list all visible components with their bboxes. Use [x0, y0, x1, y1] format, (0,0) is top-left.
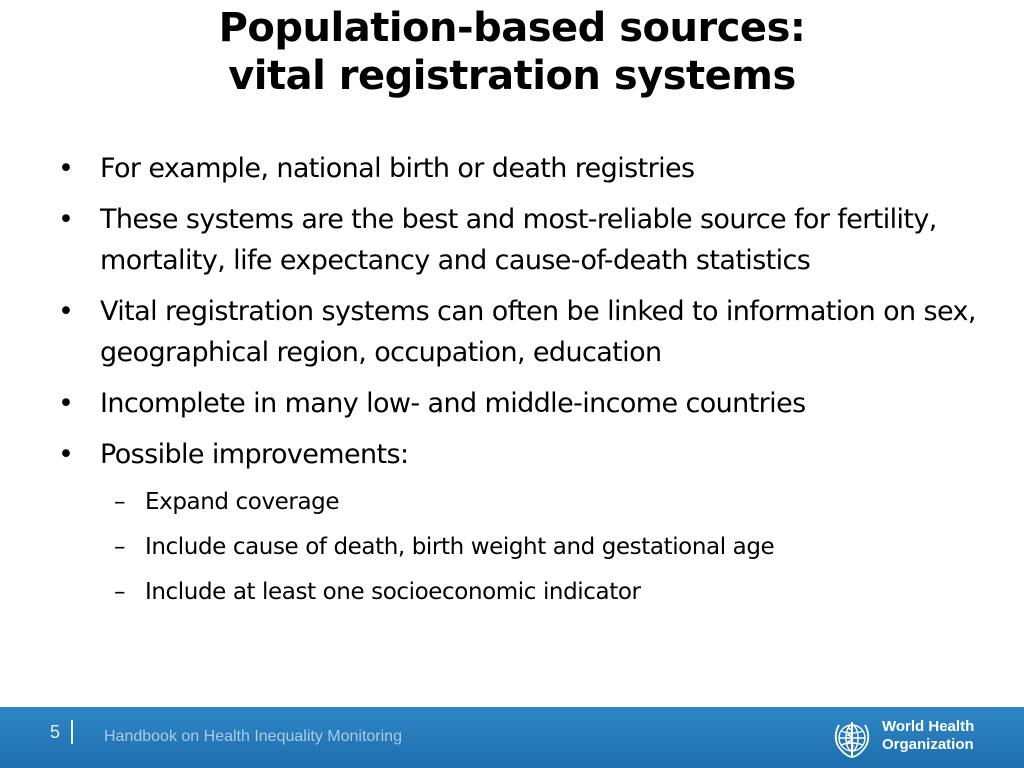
- page-separator: [71, 720, 73, 744]
- bullet-text: Possible improvements:: [100, 439, 409, 470]
- sub-bullet-item: [58, 530, 998, 564]
- bullet-list: [58, 148, 998, 620]
- who-wordmark: [882, 718, 974, 754]
- title-line-2: vital registration systems: [228, 53, 796, 99]
- bullet-item: [58, 383, 998, 424]
- sub-bullet-text: Include at least one socioeconomic indicator: [145, 579, 641, 605]
- bullet-mark: •: [58, 296, 74, 327]
- footer-bar: [0, 707, 1024, 768]
- slide-title: [0, 4, 1024, 100]
- footer-handbook-title: Handbook on Health Inequality Monitoring: [104, 728, 402, 745]
- bullet-item: [58, 148, 998, 189]
- who-emblem-icon: [829, 716, 875, 762]
- bullet-mark: •: [58, 439, 74, 470]
- sub-bullet-mark: –: [114, 489, 126, 515]
- bullet-item: [58, 199, 998, 281]
- who-name-line-2: Organization: [882, 736, 974, 753]
- bullet-item: [58, 434, 998, 475]
- title-line-1: Population-based sources:: [218, 5, 806, 51]
- sub-bullet-item: [58, 485, 998, 519]
- sub-bullet-text: Expand coverage: [145, 489, 340, 515]
- bullet-mark: •: [58, 204, 74, 235]
- bullet-mark: •: [58, 388, 74, 419]
- who-name-line-1: World Health: [882, 718, 975, 735]
- bullet-text: These systems are the best and most-reliable source for fertility, mortality, life expectancy and cause-of-death statistics: [100, 204, 937, 276]
- bullet-mark: •: [58, 153, 74, 184]
- bullet-text: Incomplete in many low- and middle-income countries: [100, 388, 806, 419]
- bullet-item: [58, 291, 998, 373]
- bullet-text: Vital registration systems can often be linked to information on sex, geographical region, occupation, education: [100, 296, 976, 368]
- bullet-text: For example, national birth or death registries: [100, 153, 695, 184]
- sub-bullet-text: Include cause of death, birth weight and gestational age: [145, 534, 775, 560]
- sub-bullet-mark: –: [114, 534, 126, 560]
- page-number: 5: [50, 722, 61, 742]
- sub-bullet-item: [58, 575, 998, 609]
- sub-bullet-mark: –: [114, 579, 126, 605]
